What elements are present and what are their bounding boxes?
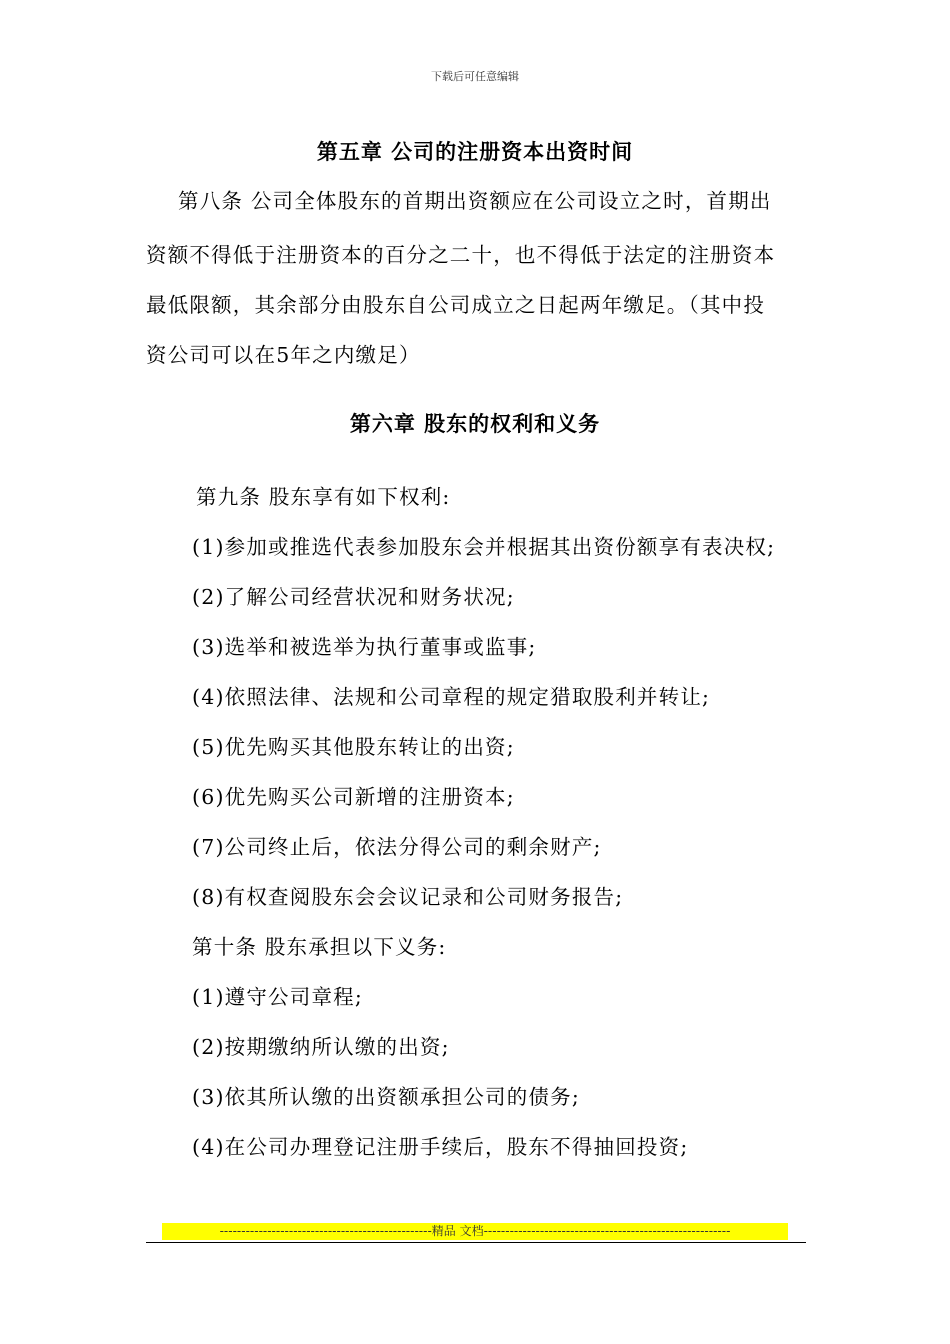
- article-9-item: (5)优先购买其他股东转让的出资;: [192, 735, 515, 759]
- article-10-item: (1)遵守公司章程;: [192, 985, 363, 1009]
- article-10-item: (3)依其所认缴的出资额承担公司的债务;: [192, 1085, 580, 1109]
- article-8-line-1: 第八条 公司全体股东的首期出资额应在公司设立之时，首期出: [178, 189, 772, 213]
- article-9-item: (6)优先购买公司新增的注册资本;: [192, 785, 515, 809]
- article-8-line-3: 最低限额，其余部分由股东自公司成立之日起两年缴足。（其中投: [146, 293, 766, 317]
- article-9-item: (4)依照法律、法规和公司章程的规定猎取股利并转让;: [192, 685, 711, 709]
- footer-watermark: -------------------------------------------------精品 文档---------------------------------------------------------: [162, 1223, 788, 1240]
- article-8-line-2: 资额不得低于注册资本的百分之二十，也不得低于法定的注册资本: [146, 243, 776, 267]
- article-10-heading: 第十条 股东承担以下义务:: [192, 935, 447, 959]
- article-9-item: (2)了解公司经营状况和财务状况;: [192, 585, 515, 609]
- article-9-item: (8)有权查阅股东会会议记录和公司财务报告;: [192, 885, 624, 909]
- chapter-6-title: 第六章 股东的权利和义务: [349, 412, 601, 436]
- article-9-item: (3)选举和被选举为执行董事或监事;: [192, 635, 537, 659]
- article-10-item: (2)按期缴纳所认缴的出资;: [192, 1035, 450, 1059]
- article-10-item: (4)在公司办理登记注册手续后，股东不得抽回投资;: [192, 1135, 689, 1159]
- article-8-line-4: 资公司可以在5年之内缴足）: [146, 343, 421, 367]
- footer-rule: [146, 1242, 806, 1243]
- header-note: 下载后可任意编辑: [431, 70, 519, 83]
- chapter-5-title: 第五章 公司的注册资本出资时间: [316, 140, 634, 164]
- article-9-heading: 第九条 股东享有如下权利:: [196, 485, 451, 509]
- article-9-item: (7)公司终止后，依法分得公司的剩余财产;: [192, 835, 602, 859]
- article-9-item: (1)参加或推选代表参加股东会并根据其出资份额享有表决权;: [192, 535, 776, 559]
